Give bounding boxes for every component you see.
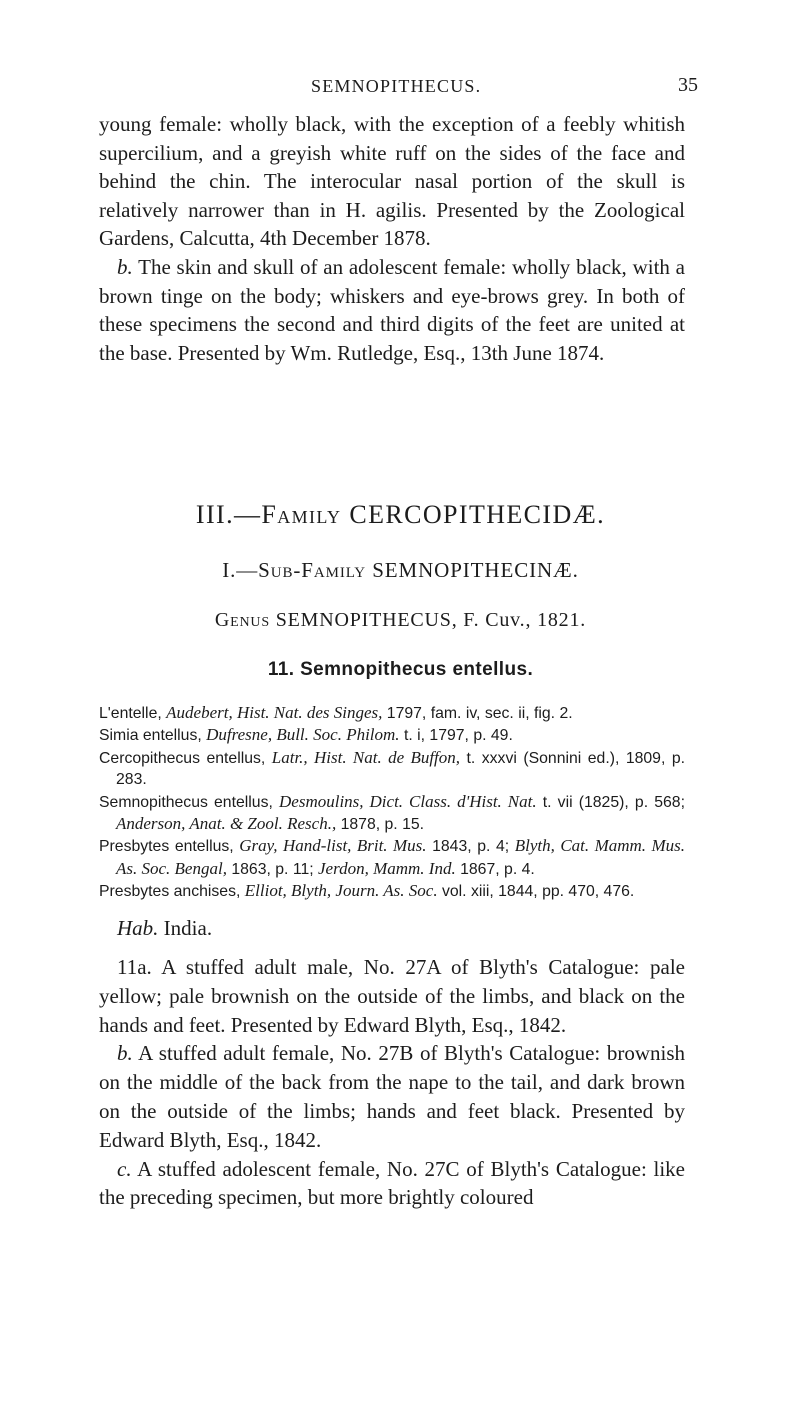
- specimen-letter: 11a.: [117, 955, 152, 979]
- specimen-text: A stuffed adult female, No. 27B of Blyth's Catalogue: brownish on the middle of the back from the nape to the tail, and dark brown on the outside of the limbs; hands and feet black. Presented by Edward Blyth, Esq., 1842.: [99, 1041, 685, 1152]
- synonym-citation: t. i, 1797, p. 49.: [399, 727, 513, 745]
- specimen-paragraph-b: [99, 253, 685, 367]
- synonymy-entry: [99, 791, 685, 836]
- family-heading: [0, 500, 801, 530]
- synonym-citation: vol. xiii, 1844, pp. 470, 476.: [437, 883, 635, 901]
- page-number: 35: [678, 74, 698, 96]
- synonym-reference: Anderson, Anat. & Zool. Resch.,: [116, 814, 337, 834]
- specimen-letter: b.: [117, 1041, 133, 1066]
- intro-block: [99, 110, 685, 367]
- specimen-paragraph: [99, 1039, 685, 1154]
- synonym-citation: 1878, p. 15.: [336, 816, 425, 834]
- synonym-name: Presbytes entellus,: [99, 838, 240, 856]
- specimen-list: [99, 953, 685, 1212]
- specimen-paragraph: [99, 953, 685, 1039]
- synonym-citation: t. vii (1825), p. 568;: [536, 793, 685, 811]
- synonymy-entry: [99, 702, 685, 724]
- synonym-reference: Latr., Hist. Nat. de Buffon,: [271, 747, 461, 767]
- synonymy-entry: [99, 747, 685, 791]
- synonym-citation: 1863, p. 11;: [226, 860, 319, 878]
- synonym-reference: Desmoulins, Dict. Class. d'Hist. Nat.: [279, 791, 537, 811]
- specimen-text: A stuffed adult male, No. 27A of Blyth's Catalogue: pale yellow; pale brownish on the outside of the limbs, and black on the hands and feet. Presented by Edward Blyth, Esq., 1842.: [99, 955, 685, 1037]
- genus-heading: [0, 609, 801, 632]
- specimen-text: A stuffed adolescent female, No. 27C of Blyth's Catalogue: like the preceding specimen, but more brightly coloured: [99, 1156, 685, 1210]
- habitat-label: Hab.: [117, 916, 159, 940]
- synonym-name: Cercopithecus entellus,: [99, 749, 272, 767]
- subfamily-label: Sub-Family: [258, 558, 367, 582]
- subfamily-heading: [0, 558, 801, 583]
- habitat-line: [117, 916, 212, 941]
- running-title: SEMNOPITHECUS.: [311, 76, 482, 96]
- synonym-name: Presbytes anchises,: [99, 883, 245, 901]
- synonymy-entry: [99, 724, 685, 746]
- genus-name: SEMNOPITHECUS, F. Cuv., 1821.: [275, 609, 587, 631]
- specimen-letter: c.: [117, 1156, 132, 1181]
- synonym-citation: t. xxxvi (Sonnini ed.), 1809, p. 283.: [116, 749, 686, 789]
- habitat-value: India.: [158, 916, 213, 940]
- synonym-reference: Dufresne, Bull. Soc. Philom.: [206, 725, 400, 745]
- family-label: Family: [261, 500, 342, 529]
- intro-paragraph: young female: wholly black, with the exception of a feebly whitish supercilium, and a greyish white ruff on the sides of the face and behind the chin. The interocular nasal portion of the skull is relatively narrower than in H. agilis. Presented by the Zoological Gardens, Calcutta, 4th December 1878.: [99, 112, 685, 251]
- family-number: III.—: [195, 500, 262, 529]
- specimen-paragraph: [99, 1155, 685, 1213]
- synonym-name: Semnopithecus entellus,: [99, 793, 279, 811]
- synonym-citation: 1867, p. 4.: [455, 860, 535, 878]
- synonymy-entry: [99, 835, 685, 880]
- synonym-reference: Elliot, Blyth, Journ. As. Soc.: [244, 881, 438, 901]
- synonym-name: L'entelle,: [99, 705, 167, 722]
- synonym-citation: 1843, p. 4;: [426, 838, 515, 856]
- synonym-reference: Gray, Hand-list, Brit. Mus.: [239, 836, 427, 856]
- synonym-reference: Audebert, Hist. Nat. des Singes,: [166, 703, 383, 722]
- specimen-letter: b.: [117, 254, 133, 279]
- synonym-name: Simia entellus,: [99, 727, 207, 745]
- running-head: [0, 76, 801, 106]
- synonym-citation: 1797, fam. iv, sec. ii, fig. 2.: [382, 705, 573, 722]
- family-name: CERCOPITHECIDÆ.: [349, 500, 606, 529]
- species-heading: 11. Semnopithecus entellus.: [267, 659, 534, 680]
- specimen-text: The skin and skull of an adolescent female: wholly black, with a brown tinge on the body; whiskers and eye-brows grey. In both of these specimens the second and third digits of the feet are united at the base. Presented by Wm. Rutledge, Esq., 13th June 1874.: [99, 254, 685, 365]
- genus-label: Genus: [214, 609, 270, 631]
- synonym-reference: Blyth, Cat. Mamm. Mus. As. Soc. Bengal,: [116, 836, 686, 878]
- synonym-reference: Jerdon, Mamm. Ind.: [318, 858, 456, 878]
- subfamily-name: SEMNOPITHECINÆ.: [372, 558, 579, 582]
- subfamily-number: I.—: [222, 558, 259, 582]
- synonymy-entry: [99, 880, 685, 902]
- synonymy-list: [99, 702, 685, 903]
